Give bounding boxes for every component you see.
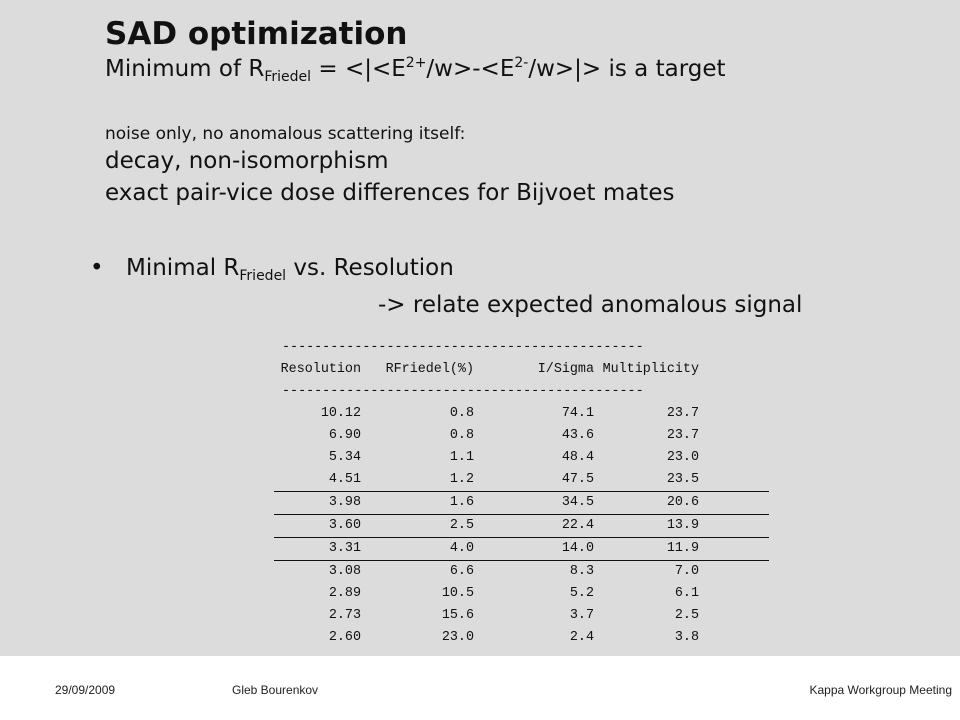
cell-isigma: 43.6 [561, 428, 594, 443]
table-row [282, 425, 744, 447]
cell-multiplicity: 3.8 [674, 630, 699, 645]
bullet-subscript: Friedel [239, 268, 287, 284]
cell-multiplicity: 23.5 [666, 472, 699, 487]
cell-resolution: 3.98 [328, 495, 361, 510]
noise-note: noise only, no anomalous scattering itself: [105, 124, 466, 144]
cell-resolution: 3.31 [328, 541, 361, 556]
table-header-row [282, 359, 744, 381]
table-row [282, 583, 744, 605]
cell-rfriedel: 4.0 [449, 541, 474, 556]
cell-rfriedel: 1.1 [449, 450, 474, 465]
cell-multiplicity: 13.9 [666, 518, 699, 533]
dose-differences-line: exact pair-vice dose differences for Bijvoet mates [105, 180, 675, 206]
cell-resolution: 5.34 [328, 450, 361, 465]
cell-rfriedel: 10.5 [441, 586, 474, 601]
cell-isigma: 34.5 [561, 495, 594, 510]
e2-minus-superscript: 2- [514, 55, 529, 71]
header-resolution: Resolution [280, 362, 361, 377]
target-statement [105, 55, 726, 85]
friedel-subscript: Friedel [264, 69, 312, 85]
cell-rfriedel: 1.6 [449, 495, 474, 510]
table-row [282, 469, 744, 491]
footer-date: 29/09/2009 [55, 683, 116, 697]
decay-line: decay, non-isomorphism [105, 148, 389, 174]
header-multiplicity: Multiplicity [602, 362, 699, 377]
target-mid-1: = <|<E [311, 56, 406, 82]
table-body [282, 403, 744, 649]
relate-signal-line: -> relate expected anomalous signal [378, 292, 803, 318]
cell-rfriedel: 15.6 [441, 608, 474, 623]
bullet-suffix: vs. Resolution [286, 255, 454, 281]
cell-isigma: 48.4 [561, 450, 594, 465]
cell-isigma: 5.2 [569, 586, 594, 601]
bullet-prefix: Minimal R [126, 255, 240, 281]
table-row [282, 605, 744, 627]
cell-multiplicity: 11.9 [666, 541, 699, 556]
target-mid-3: /w>|> is a target [528, 56, 726, 82]
table-rule-top: --------------------------------------------- [282, 340, 644, 355]
footer-event: Kappa Workgroup Meeting [809, 683, 952, 697]
slide-footer [0, 656, 960, 720]
table-row [274, 514, 769, 537]
cell-multiplicity: 6.1 [674, 586, 699, 601]
cell-multiplicity: 2.5 [674, 608, 699, 623]
cell-resolution: 6.90 [328, 428, 361, 443]
table-row [282, 403, 744, 425]
bullet-dot-icon: • [90, 255, 104, 281]
cell-rfriedel: 23.0 [441, 630, 474, 645]
cell-multiplicity: 7.0 [674, 564, 699, 579]
cell-isigma: 22.4 [561, 518, 594, 533]
cell-multiplicity: 23.0 [666, 450, 699, 465]
cell-rfriedel: 6.6 [449, 564, 474, 579]
table-row [274, 537, 769, 561]
cell-isigma: 2.4 [569, 630, 594, 645]
resolution-table [282, 337, 744, 671]
cell-resolution: 2.89 [328, 586, 361, 601]
header-isigma: I/Sigma [537, 362, 594, 377]
cell-rfriedel: 1.2 [449, 472, 474, 487]
table-row [282, 447, 744, 469]
cell-resolution: 3.60 [328, 518, 361, 533]
table-row [274, 491, 769, 514]
footer-author: Gleb Bourenkov [232, 683, 319, 697]
slide-title: SAD optimization [105, 16, 408, 52]
bullet-item [90, 255, 454, 284]
cell-isigma: 47.5 [561, 472, 594, 487]
cell-isigma: 3.7 [569, 608, 594, 623]
cell-multiplicity: 23.7 [666, 406, 699, 421]
cell-rfriedel: 0.8 [449, 428, 474, 443]
target-prefix: Minimum of R [105, 56, 265, 82]
table-rule-header: --------------------------------------------- [282, 384, 644, 399]
cell-isigma: 14.0 [561, 541, 594, 556]
cell-isigma: 74.1 [561, 406, 594, 421]
e2-plus-superscript: 2+ [405, 55, 427, 71]
target-mid-2: /w>-<E [426, 56, 515, 82]
cell-resolution: 10.12 [320, 406, 361, 421]
cell-multiplicity: 20.6 [666, 495, 699, 510]
table-row [282, 627, 744, 649]
cell-resolution: 3.08 [328, 564, 361, 579]
header-rfriedel: RFriedel(%) [385, 362, 474, 377]
cell-resolution: 2.73 [328, 608, 361, 623]
cell-multiplicity: 23.7 [666, 428, 699, 443]
cell-resolution: 4.51 [328, 472, 361, 487]
table-row [282, 561, 744, 583]
cell-rfriedel: 0.8 [449, 406, 474, 421]
cell-isigma: 8.3 [569, 564, 594, 579]
cell-resolution: 2.60 [328, 630, 361, 645]
cell-rfriedel: 2.5 [449, 518, 474, 533]
